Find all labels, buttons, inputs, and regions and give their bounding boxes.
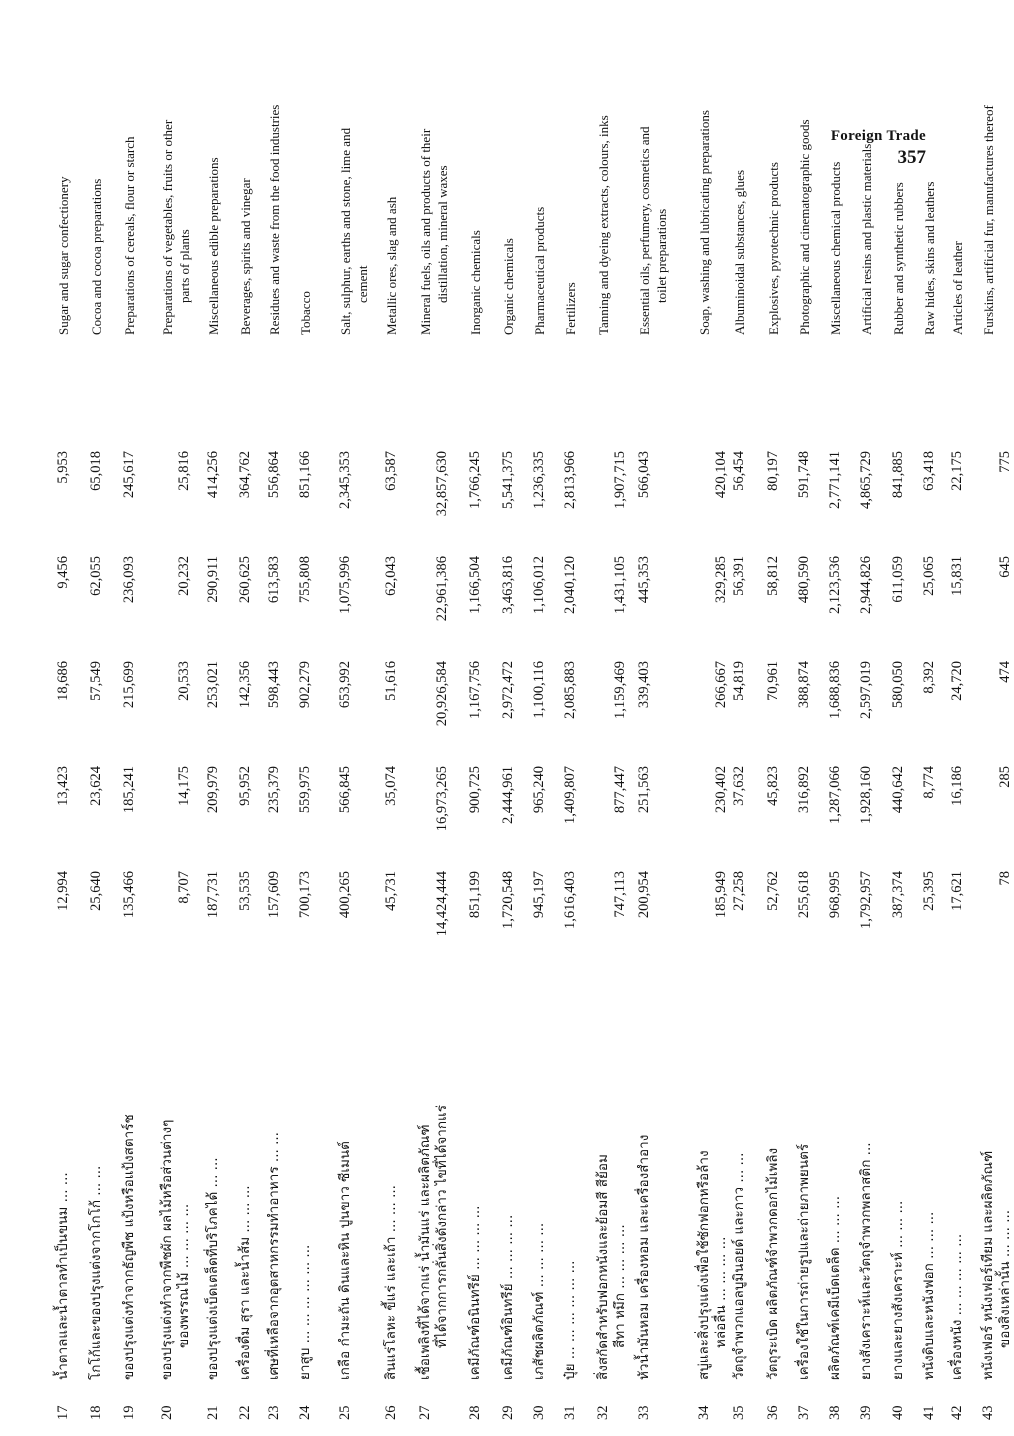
value-year-5: 591,748 xyxy=(796,451,812,499)
english-description: Pharmaceutical products xyxy=(532,206,547,335)
thai-description: ยาสูบ ... ... ... ... ... ... xyxy=(297,1244,313,1380)
thai-description: สิ่งสกัดสำหรับฟอกหนังและย้อมสี สีย้อม xyxy=(595,1154,611,1380)
value-year-3: 1,688,836 xyxy=(827,661,843,719)
value-year-5: 364,762 xyxy=(237,451,253,499)
value-year-2: 1,287,066 xyxy=(827,766,843,824)
thai-description-cont: หล่อลื่น ... ... ... ... xyxy=(713,1236,729,1348)
value-year-4: 25,065 xyxy=(921,556,937,596)
row-number: 37 xyxy=(796,1405,812,1420)
value-year-2: 16,973,265 xyxy=(434,766,450,832)
english-description: Metallic ores, slag and ash xyxy=(384,196,399,335)
thai-description: เภสัชผลิตภัณฑ์ ... ... ... ... xyxy=(531,1222,547,1380)
english-description: Rubber and synthetic rubbers xyxy=(891,182,906,335)
english-description: Organic chemicals xyxy=(501,238,516,335)
value-year-3: 20,926,584 xyxy=(434,661,450,727)
value-year-5: 414,256 xyxy=(205,451,221,499)
english-description: Cocoa and cocoa preparations xyxy=(89,178,104,335)
value-year-4: 58,812 xyxy=(765,556,781,596)
value-year-1: 945,197 xyxy=(531,871,547,919)
value-year-2: 316,892 xyxy=(796,766,812,814)
value-year-3: 24,720 xyxy=(949,661,965,701)
english-description-cont: cement xyxy=(355,265,370,303)
thai-description: โกโก้และของปรุงแต่งจากโกโก้ ... ... xyxy=(88,1165,104,1380)
value-year-2: 559,975 xyxy=(297,766,313,814)
value-year-2: 37,632 xyxy=(731,766,747,806)
row-number: 32 xyxy=(595,1405,611,1420)
value-year-5: 1,907,715 xyxy=(612,451,628,509)
thai-description: น้ำตาลและน้ำตาลทำเป็นขนม ... ... xyxy=(55,1172,71,1380)
value-year-3: 1,159,469 xyxy=(612,661,628,719)
row-number: 25 xyxy=(337,1405,353,1420)
value-year-2: 965,240 xyxy=(531,766,547,814)
value-year-1: 53,535 xyxy=(237,871,253,911)
value-year-1: 8,707 xyxy=(176,871,192,904)
value-year-1: 185,949 xyxy=(713,871,729,919)
value-year-5: 63,587 xyxy=(383,451,399,491)
english-description: Artificial resins and plastic materials xyxy=(859,143,874,335)
row-number: 34 xyxy=(696,1405,712,1420)
row-number: 18 xyxy=(88,1405,104,1420)
value-year-4: 613,583 xyxy=(266,556,282,604)
value-year-1: 968,995 xyxy=(827,871,843,919)
value-year-3: 2,972,472 xyxy=(500,661,516,719)
english-description: Furskins, artificial fur, manufactures thereof xyxy=(981,105,996,335)
value-year-3: 54,819 xyxy=(731,661,747,701)
english-description-cont: distillation, mineral waxes xyxy=(435,165,450,303)
row-number: 26 xyxy=(383,1405,399,1420)
value-year-3: 339,403 xyxy=(636,661,652,709)
row-number: 23 xyxy=(266,1405,282,1420)
value-year-5: 1,766,245 xyxy=(467,451,483,509)
value-year-4: 15,831 xyxy=(949,556,965,596)
thai-description-cont: สีทา หมึก ... ... ... ... xyxy=(612,1224,628,1348)
thai-description: ของปรุงแต่งทำจากพืชผัก ผลไม้หรือส่วนต่างๆ xyxy=(159,1119,175,1380)
value-year-5: 4,865,729 xyxy=(858,451,874,509)
value-year-2: 900,725 xyxy=(467,766,483,814)
value-year-1: 255,618 xyxy=(796,871,812,919)
value-year-2: 185,241 xyxy=(121,766,137,814)
row-number: 21 xyxy=(205,1405,221,1420)
value-year-5: 775 xyxy=(997,451,1013,473)
row-number: 31 xyxy=(562,1405,578,1420)
value-year-4: 1,075,996 xyxy=(337,556,353,614)
value-year-1: 52,762 xyxy=(765,871,781,911)
value-year-5: 80,197 xyxy=(765,451,781,491)
value-year-2: 230,402 xyxy=(713,766,729,814)
value-year-5: 420,104 xyxy=(713,451,729,499)
value-year-4: 3,463,816 xyxy=(500,556,516,614)
row-number: 36 xyxy=(765,1405,781,1420)
value-year-2: 209,979 xyxy=(205,766,221,814)
value-year-4: 9,456 xyxy=(55,556,71,589)
value-year-5: 851,166 xyxy=(297,451,313,499)
value-year-3: 474 xyxy=(997,661,1013,683)
value-year-4: 2,040,120 xyxy=(562,556,578,614)
english-description: Tobacco xyxy=(298,291,313,335)
english-description-cont: parts of plants xyxy=(177,229,192,303)
thai-description: เครื่องดื่ม สุรา และน้ำส้ม ... ... ... xyxy=(237,1185,253,1380)
english-description: Fertilizers xyxy=(563,282,578,335)
value-year-2: 8,774 xyxy=(921,766,937,799)
value-year-5: 65,018 xyxy=(88,451,104,491)
thai-description: เคมีภัณฑ์อนินทรีย์ ... ... ... ... xyxy=(467,1205,483,1380)
value-year-4: 329,285 xyxy=(713,556,729,604)
value-year-2: 35,074 xyxy=(383,766,399,806)
row-number: 35 xyxy=(731,1405,747,1420)
value-year-5: 2,771,141 xyxy=(827,451,843,509)
thai-description: วัตถุระเบิด ผลิตภัณฑ์จำพวกดอกไม้เพลิง xyxy=(765,1147,781,1380)
value-year-1: 747,113 xyxy=(612,871,628,918)
row-number: 41 xyxy=(921,1405,937,1420)
value-year-4: 62,055 xyxy=(88,556,104,596)
value-year-2: 13,423 xyxy=(55,766,71,806)
thai-description: หนังดิบและหนังฟอก ... ... ... xyxy=(921,1211,937,1380)
value-year-5: 32,857,630 xyxy=(434,451,450,517)
value-year-1: 1,720,548 xyxy=(500,871,516,929)
value-year-2: 23,624 xyxy=(88,766,104,806)
value-year-2: 2,444,961 xyxy=(500,766,516,824)
value-year-3: 388,874 xyxy=(796,661,812,709)
row-number: 27 xyxy=(417,1405,433,1420)
value-year-5: 566,043 xyxy=(636,451,652,499)
value-year-3: 215,699 xyxy=(121,661,137,709)
value-year-3: 57,549 xyxy=(88,661,104,701)
value-year-5: 245,617 xyxy=(121,451,137,499)
value-year-3: 580,050 xyxy=(890,661,906,709)
thai-description-cont: ที่ได้จากการกลั่นสิ่งดังกล่าว ไขที่ได้จากแร่ xyxy=(434,1105,450,1348)
value-year-2: 235,379 xyxy=(266,766,282,814)
value-year-3: 8,392 xyxy=(921,661,937,694)
value-year-3: 20,533 xyxy=(176,661,192,701)
row-number: 40 xyxy=(890,1405,906,1420)
thai-description-cont: ของพรรณไม้ ... ... ... ... xyxy=(176,1203,192,1348)
value-year-3: 1,100,116 xyxy=(531,661,547,719)
value-year-4: 1,106,012 xyxy=(531,556,547,614)
value-year-4: 290,911 xyxy=(205,556,221,603)
thai-description-cont: ของสิ่งเหล่านั้น ... ... ... xyxy=(997,1209,1013,1348)
value-year-5: 556,864 xyxy=(266,451,282,499)
value-year-4: 611,059 xyxy=(890,556,906,603)
english-description: Explosives, pyrotechnic products xyxy=(766,162,781,335)
value-year-1: 45,731 xyxy=(383,871,399,911)
value-year-3: 598,443 xyxy=(266,661,282,709)
value-year-5: 63,418 xyxy=(921,451,937,491)
value-year-5: 841,885 xyxy=(890,451,906,499)
value-year-1: 700,173 xyxy=(297,871,313,919)
english-description: Residues and waste from the food industries xyxy=(267,104,282,335)
value-year-1: 1,792,957 xyxy=(858,871,874,929)
thai-description: หนังเฟอร์ หนังเฟอร์เทียม และผลิตภัณฑ์ xyxy=(980,1150,996,1380)
thai-description: วัตถุจำพวกแอลบูมินอยด์ และกาว ... ... xyxy=(731,1152,747,1380)
english-description: Miscellaneous edible preparations xyxy=(206,157,221,335)
thai-description: ยางสังเคราะห์และวัตถุจำพวกพลาสติก ... xyxy=(858,1142,874,1380)
value-year-2: 1,409,807 xyxy=(562,766,578,824)
thai-description: ผลิตภัณฑ์เคมีเบ็ดเตล็ด ... ... ... xyxy=(827,1196,843,1380)
value-year-2: 1,928,160 xyxy=(858,766,874,824)
value-year-5: 2,813,966 xyxy=(562,451,578,509)
value-year-4: 2,123,536 xyxy=(827,556,843,614)
value-year-4: 62,043 xyxy=(383,556,399,596)
row-number: 30 xyxy=(531,1405,547,1420)
value-year-5: 25,816 xyxy=(176,451,192,491)
thai-description: ปุ๋ย ... ... ... ... ... ... xyxy=(562,1260,578,1380)
thai-description: ของปรุงแต่งเบ็ดเตล็ดที่บริโภคได้ ... ... xyxy=(205,1157,221,1380)
value-year-2: 16,186 xyxy=(949,766,965,806)
value-year-3: 18,686 xyxy=(55,661,71,701)
english-description: Raw hides, skins and leathers xyxy=(922,181,937,335)
value-year-3: 2,597,019 xyxy=(858,661,874,719)
thai-description: เกลือ กำมะถัน ดินและหิน ปูนขาว ซีเมนต์ xyxy=(337,1141,353,1380)
value-year-1: 12,994 xyxy=(55,871,71,911)
value-year-2: 251,563 xyxy=(636,766,652,814)
value-year-4: 56,391 xyxy=(731,556,747,596)
value-year-2: 877,447 xyxy=(612,766,628,814)
page-number: 357 xyxy=(897,147,926,168)
thai-description: สบู่และสิ่งปรุงแต่งเพื่อใช้ซักฟอกหรือล้าง xyxy=(696,1150,712,1380)
value-year-1: 27,258 xyxy=(731,871,747,911)
thai-description: หัวน้ำมันหอม เครื่องหอม และเครื่องสำอาง xyxy=(636,1134,652,1380)
thai-description: เครื่องใช้ในการถ่ายรูปและถ่ายภาพยนตร์ xyxy=(796,1143,812,1380)
thai-description: เชื้อเพลิงที่ได้จากแร่ น้ำมันแร่ และผลิตภัณฑ์ xyxy=(417,1124,433,1380)
value-year-1: 78 xyxy=(997,871,1013,886)
english-description: Miscellaneous chemical products xyxy=(828,161,843,335)
row-number: 17 xyxy=(55,1405,71,1420)
english-description: Tanning and dyeing extracts, colours, inks xyxy=(596,115,611,335)
value-year-3: 142,356 xyxy=(237,661,253,709)
value-year-3: 253,021 xyxy=(205,661,221,709)
english-description: Inorganic chemicals xyxy=(468,230,483,335)
english-description: Preparations of vegetables, fruits or other xyxy=(160,119,175,335)
thai-description: ยางและยางสังเคราะห์ ... ... ... xyxy=(890,1200,906,1380)
row-number: 28 xyxy=(467,1405,483,1420)
value-year-2: 440,642 xyxy=(890,766,906,814)
value-year-1: 17,621 xyxy=(949,871,965,911)
value-year-4: 755,808 xyxy=(297,556,313,604)
english-description: Preparations of cereals, flour or starch xyxy=(122,136,137,335)
row-number: 42 xyxy=(949,1405,965,1420)
row-number: 33 xyxy=(636,1405,652,1420)
value-year-4: 645 xyxy=(997,556,1013,578)
value-year-1: 851,199 xyxy=(467,871,483,919)
english-description: Mineral fuels, oils and products of their xyxy=(418,128,433,335)
row-number: 20 xyxy=(159,1405,175,1420)
value-year-3: 902,279 xyxy=(297,661,313,709)
page-header xyxy=(831,128,926,169)
row-number: 19 xyxy=(121,1405,137,1420)
row-number: 29 xyxy=(500,1405,516,1420)
english-description: Salt, sulphur, earths and stone, lime and xyxy=(338,127,353,335)
english-description: Albuminoidal substances, glues xyxy=(732,169,747,335)
value-year-5: 22,175 xyxy=(949,451,965,491)
value-year-4: 236,093 xyxy=(121,556,137,604)
value-year-5: 5,541,375 xyxy=(500,451,516,509)
value-year-1: 135,466 xyxy=(121,871,137,919)
value-year-1: 1,616,403 xyxy=(562,871,578,929)
value-year-2: 566,845 xyxy=(337,766,353,814)
value-year-4: 2,944,826 xyxy=(858,556,874,614)
english-description: Sugar and sugar confectionery xyxy=(56,176,71,335)
value-year-4: 20,232 xyxy=(176,556,192,596)
value-year-5: 5,953 xyxy=(55,451,71,484)
value-year-3: 2,085,883 xyxy=(562,661,578,719)
value-year-4: 480,590 xyxy=(796,556,812,604)
value-year-3: 653,992 xyxy=(337,661,353,709)
value-year-5: 1,236,335 xyxy=(531,451,547,509)
value-year-1: 187,731 xyxy=(205,871,221,919)
thai-description: เศษที่เหลือจากอุตสาหกรรมทำอาหาร ... ... xyxy=(266,1132,282,1380)
row-number: 43 xyxy=(980,1405,996,1420)
value-year-4: 1,431,105 xyxy=(612,556,628,614)
row-number: 22 xyxy=(237,1405,253,1420)
value-year-4: 260,625 xyxy=(237,556,253,604)
value-year-5: 2,345,353 xyxy=(337,451,353,509)
value-year-3: 266,667 xyxy=(713,661,729,709)
english-description-cont: toilet preparations xyxy=(654,208,669,303)
row-number: 39 xyxy=(858,1405,874,1420)
value-year-3: 51,616 xyxy=(383,661,399,701)
value-year-4: 22,961,386 xyxy=(434,556,450,622)
value-year-1: 157,609 xyxy=(266,871,282,919)
value-year-1: 25,395 xyxy=(921,871,937,911)
english-description: Beverages, spirits and vinegar xyxy=(238,178,253,335)
thai-description: สินแร่โลหะ ขี้แร่ และเถ้า ... ... ... xyxy=(383,1185,399,1380)
thai-description: เคมีภัณฑ์อินทรีย์ ... ... ... ... xyxy=(500,1214,516,1380)
value-year-3: 1,167,756 xyxy=(467,661,483,719)
value-year-5: 56,454 xyxy=(731,451,747,491)
english-description: Soap, washing and lubricating preparations xyxy=(697,110,712,335)
value-year-4: 445,353 xyxy=(636,556,652,604)
english-description: Photographic and cinematographic goods xyxy=(797,119,812,335)
value-year-2: 285 xyxy=(997,766,1013,788)
value-year-3: 70,961 xyxy=(765,661,781,701)
english-description: Articles of leather xyxy=(950,241,965,335)
thai-description: ของปรุงแต่งทำจากธัญพืช แป้งหรือแป้งสตาร์ช xyxy=(121,1114,137,1380)
value-year-1: 200,954 xyxy=(636,871,652,919)
thai-description: เครื่องหนัง ... ... ... ... ... xyxy=(949,1233,965,1380)
value-year-1: 25,640 xyxy=(88,871,104,911)
value-year-2: 95,952 xyxy=(237,766,253,806)
value-year-1: 14,424,444 xyxy=(434,871,450,937)
value-year-2: 14,175 xyxy=(176,766,192,806)
value-year-1: 400,265 xyxy=(337,871,353,919)
row-number: 38 xyxy=(827,1405,843,1420)
row-number: 24 xyxy=(297,1405,313,1420)
value-year-1: 387,374 xyxy=(890,871,906,919)
value-year-4: 1,166,504 xyxy=(467,556,483,614)
english-description: Essential oils, perfumery, cosmetics and xyxy=(637,126,652,335)
section-title: Foreign Trade xyxy=(830,128,926,144)
value-year-2: 45,823 xyxy=(765,766,781,806)
